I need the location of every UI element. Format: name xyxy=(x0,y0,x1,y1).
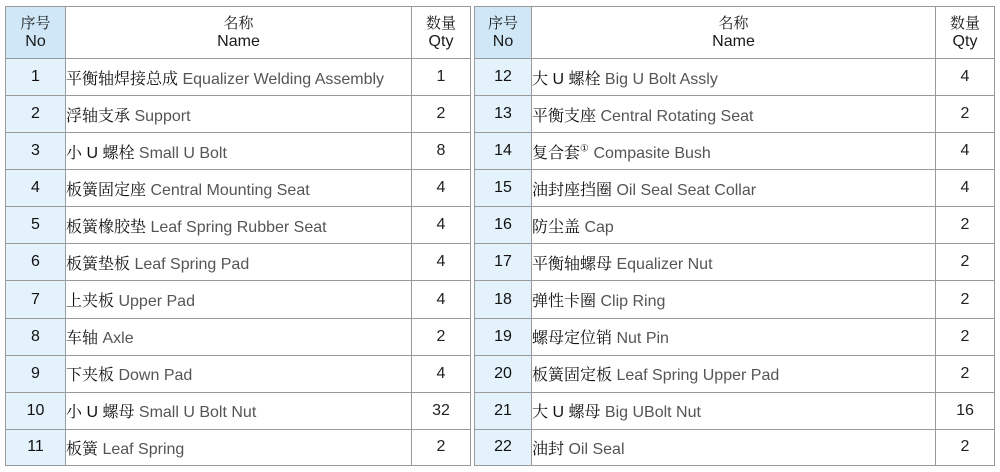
item-name-english: Compasite Bush xyxy=(593,144,711,162)
item-name xyxy=(65,132,411,169)
item-number: 8 xyxy=(5,318,65,355)
table-row xyxy=(5,318,471,355)
item-name xyxy=(65,243,411,280)
item-number: 20 xyxy=(474,355,531,392)
item-name-chinese: 浮轴支承 xyxy=(66,107,131,125)
item-name-chinese: 平衡支座 xyxy=(532,107,597,125)
table-row xyxy=(5,355,471,392)
item-name xyxy=(65,206,411,243)
item-number: 22 xyxy=(474,429,531,466)
item-number: 19 xyxy=(474,318,531,355)
header-no: 序号 No xyxy=(474,6,531,58)
parts-list xyxy=(5,6,995,466)
header-row xyxy=(5,6,471,58)
table-row xyxy=(5,58,471,95)
item-name-chinese: 小 U 螺母 xyxy=(66,404,135,422)
item-quantity: 4 xyxy=(935,169,995,206)
header-name: 名称 Name xyxy=(65,6,411,58)
item-name-english: Leaf Spring Rubber Seat xyxy=(150,218,327,236)
parts-table-left xyxy=(5,6,471,466)
item-name xyxy=(531,392,935,429)
item-name-chinese: 油封座挡圈 xyxy=(532,181,613,199)
item-name-english: Central Mounting Seat xyxy=(150,181,310,199)
item-name xyxy=(531,58,935,95)
header-name: 名称 Name xyxy=(531,6,935,58)
item-number: 5 xyxy=(5,206,65,243)
item-number: 11 xyxy=(5,429,65,466)
item-quantity: 2 xyxy=(935,243,995,280)
table-row xyxy=(474,95,995,132)
item-name xyxy=(531,243,935,280)
item-name-chinese: 小 U 螺栓 xyxy=(66,144,135,162)
item-name xyxy=(65,95,411,132)
item-quantity: 4 xyxy=(411,280,471,317)
item-quantity: 4 xyxy=(935,58,995,95)
table-row xyxy=(5,95,471,132)
table-row xyxy=(474,169,995,206)
item-name-english: Central Rotating Seat xyxy=(600,107,754,125)
item-quantity: 2 xyxy=(935,355,995,392)
table-row xyxy=(474,58,995,95)
item-name-chinese: 下夹板 xyxy=(66,367,115,385)
item-name xyxy=(65,392,411,429)
item-name-chinese: 平衡轴螺母 xyxy=(532,255,613,273)
item-name-english: Clip Ring xyxy=(600,293,666,310)
table-row xyxy=(474,206,995,243)
header-no: 序号 No xyxy=(5,6,65,58)
item-name-english: Equalizer Nut xyxy=(616,255,713,273)
item-number: 9 xyxy=(5,355,65,392)
item-quantity: 2 xyxy=(411,318,471,355)
header-qty: 数量 Qty xyxy=(411,6,471,58)
item-name xyxy=(65,355,411,392)
item-name xyxy=(531,318,935,355)
table-row xyxy=(5,392,471,429)
item-name-chinese: 板簧垫板 xyxy=(66,255,131,273)
item-number: 3 xyxy=(5,132,65,169)
item-name-english: Axle xyxy=(102,330,134,348)
item-name xyxy=(65,429,411,466)
table-row xyxy=(474,243,995,280)
table-row xyxy=(474,280,995,317)
item-name xyxy=(531,95,935,132)
item-number: 16 xyxy=(474,206,531,243)
item-name-chinese: 螺母定位销 xyxy=(532,330,613,348)
item-name-chinese: 防尘盖 xyxy=(532,218,581,236)
item-quantity: 16 xyxy=(935,392,995,429)
item-number: 21 xyxy=(474,392,531,429)
item-quantity: 1 xyxy=(411,58,471,95)
item-name-english: Big U Bolt Assly xyxy=(604,70,718,88)
item-name xyxy=(531,132,935,169)
parts-table-right xyxy=(474,6,995,466)
item-number: 1 xyxy=(5,58,65,95)
item-name-chinese: 板簧橡胶垫 xyxy=(66,218,147,236)
item-name xyxy=(531,169,935,206)
item-quantity: 2 xyxy=(935,95,995,132)
item-name-english: Oil Seal Seat Collar xyxy=(616,181,757,199)
item-name xyxy=(531,280,935,317)
item-name-english: Nut Pin xyxy=(616,330,669,348)
item-name-chinese: 板簧 xyxy=(66,440,99,458)
item-number: 17 xyxy=(474,243,531,280)
table-row xyxy=(474,318,995,355)
item-quantity: 2 xyxy=(935,280,995,317)
item-quantity: 2 xyxy=(411,429,471,466)
item-name-chinese: 油封 xyxy=(532,440,565,458)
item-name-chinese: 上夹板 xyxy=(66,293,115,310)
item-name-chinese: 复合套 xyxy=(532,144,581,162)
item-quantity: 4 xyxy=(411,206,471,243)
table-row xyxy=(5,280,471,317)
item-number: 10 xyxy=(5,392,65,429)
table-row xyxy=(474,392,995,429)
item-quantity: 2 xyxy=(411,95,471,132)
item-name-english: Small U Bolt Nut xyxy=(138,404,257,422)
item-quantity: 32 xyxy=(411,392,471,429)
item-quantity: 4 xyxy=(411,355,471,392)
item-number: 2 xyxy=(5,95,65,132)
item-name xyxy=(531,206,935,243)
item-name-english: Leaf Spring xyxy=(102,440,185,458)
item-quantity: 2 xyxy=(935,318,995,355)
item-name-chinese: 板簧固定座 xyxy=(66,181,147,199)
item-quantity: 2 xyxy=(935,429,995,466)
item-number: 18 xyxy=(474,280,531,317)
item-name-chinese: 平衡轴焊接总成 xyxy=(66,70,179,88)
table-row xyxy=(5,243,471,280)
item-name-english: Leaf Spring Pad xyxy=(134,255,250,273)
item-name-english: Leaf Spring Upper Pad xyxy=(616,367,780,385)
table-row xyxy=(5,429,471,466)
item-name xyxy=(65,318,411,355)
item-quantity: 4 xyxy=(411,169,471,206)
table-row xyxy=(5,206,471,243)
table-row xyxy=(5,169,471,206)
item-quantity: 2 xyxy=(935,206,995,243)
item-name-english: Cap xyxy=(584,218,614,236)
item-quantity: 4 xyxy=(411,243,471,280)
item-number: 4 xyxy=(5,169,65,206)
item-name-english: Small U Bolt xyxy=(138,144,227,162)
item-quantity: 4 xyxy=(935,132,995,169)
item-number: 12 xyxy=(474,58,531,95)
header-row xyxy=(474,6,995,58)
item-name-english: Down Pad xyxy=(118,367,193,385)
item-number: 13 xyxy=(474,95,531,132)
item-quantity: 8 xyxy=(411,132,471,169)
item-name xyxy=(65,58,411,95)
item-name-english: Support xyxy=(134,107,191,125)
header-qty: 数量 Qty xyxy=(935,6,995,58)
item-number: 14 xyxy=(474,132,531,169)
table-row xyxy=(474,132,995,169)
item-name-english: Oil Seal xyxy=(568,440,625,458)
item-name-chinese: 大 U 螺母 xyxy=(532,404,601,422)
item-number: 6 xyxy=(5,243,65,280)
item-name-chinese: 板簧固定板 xyxy=(532,367,613,385)
item-name xyxy=(65,169,411,206)
footnote-mark: ① xyxy=(580,143,589,155)
item-name-english: Big UBolt Nut xyxy=(604,404,701,422)
item-number: 7 xyxy=(5,280,65,317)
table-row xyxy=(5,132,471,169)
item-number: 15 xyxy=(474,169,531,206)
item-name-chinese: 弹性卡圈 xyxy=(532,293,597,310)
item-name-english: Upper Pad xyxy=(118,293,195,310)
item-name xyxy=(531,355,935,392)
item-name xyxy=(65,280,411,317)
item-name-english: Equalizer Welding Assembly xyxy=(182,70,385,88)
item-name xyxy=(531,429,935,466)
item-name-chinese: 车轴 xyxy=(66,330,99,348)
item-name-chinese: 大 U 螺栓 xyxy=(532,70,601,88)
table-row xyxy=(474,355,995,392)
table-row xyxy=(474,429,995,466)
